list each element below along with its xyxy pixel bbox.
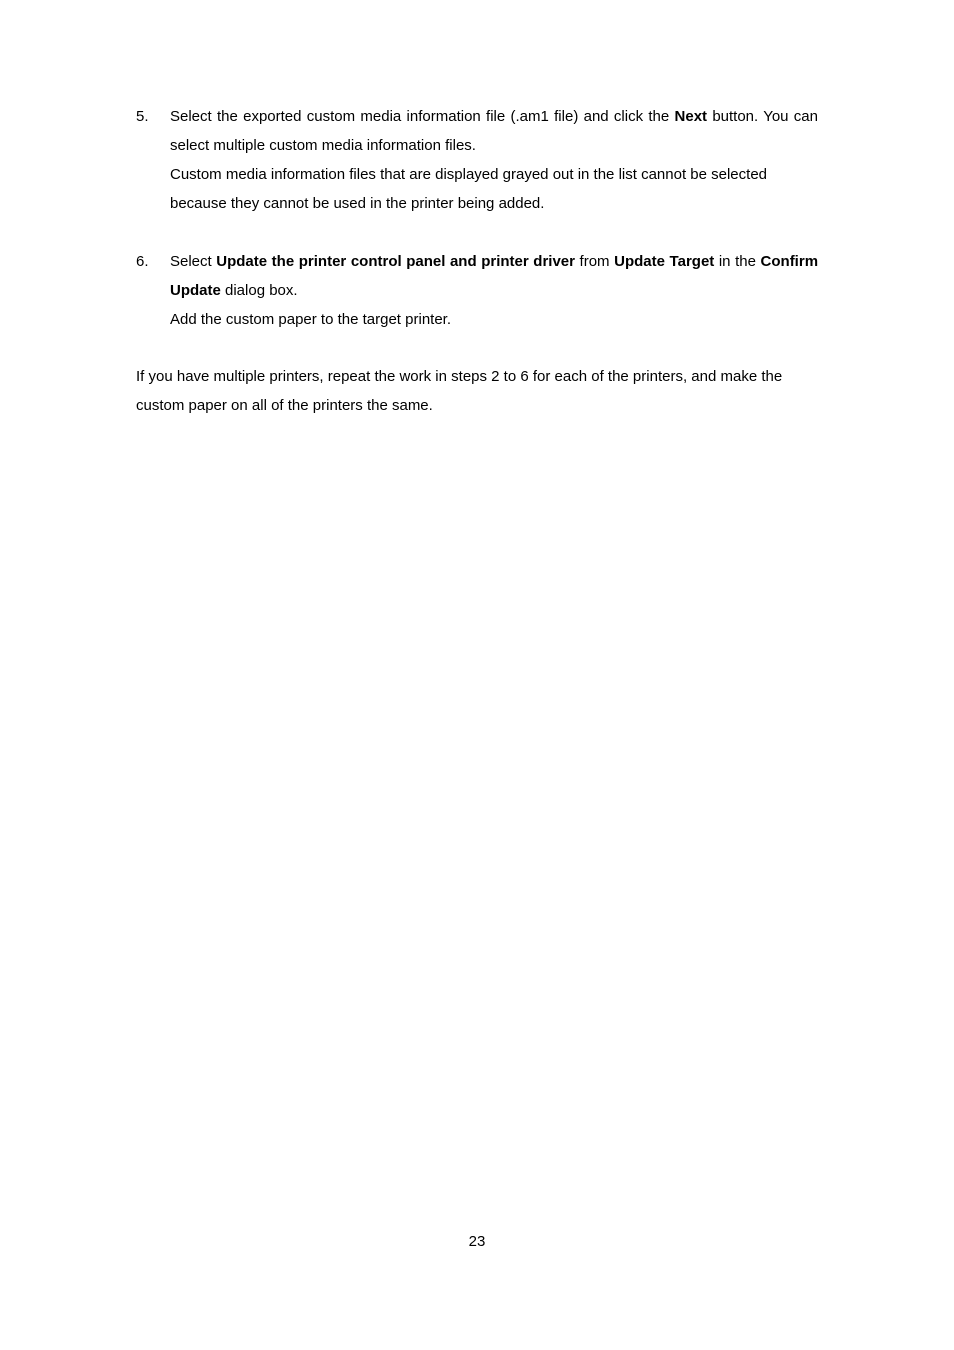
step-text: dialog box. [220, 282, 298, 299]
step-number: 6. [136, 253, 149, 270]
update-option-label: Update the printer control panel and printer driver [216, 253, 575, 270]
step-text: Select the exported custom media information file (.am1 file) and click the [170, 108, 675, 125]
step-number: 5. [136, 108, 149, 125]
step-body [170, 247, 818, 334]
page-number: 23 [468, 1233, 486, 1250]
step-text: button. You can select multiple custom media information files. [170, 108, 818, 154]
closing-paragraph: If you have multiple printers, repeat the work in steps 2 to 6 for each of the printers, and make the custom paper on all of the printers the same. [136, 368, 783, 414]
update-target-label: Update Target [614, 253, 715, 270]
step-text: Select [170, 253, 217, 270]
step-6 [136, 247, 818, 334]
step-instruction [170, 102, 818, 160]
next-button-label: Next [674, 108, 708, 125]
step-text: from [574, 253, 615, 270]
step-text: in the [714, 253, 761, 270]
step-note: Custom media information files that are displayed grayed out in the list cannot be selected because they cannot be used in the printer being added. [170, 166, 767, 212]
step-note: Add the custom paper to the target printer. [170, 311, 452, 328]
confirm-update-label: Confirm Update [170, 253, 819, 299]
step-body [170, 102, 818, 218]
document-body [136, 102, 818, 420]
step-instruction [170, 247, 818, 305]
step-5 [136, 102, 818, 218]
